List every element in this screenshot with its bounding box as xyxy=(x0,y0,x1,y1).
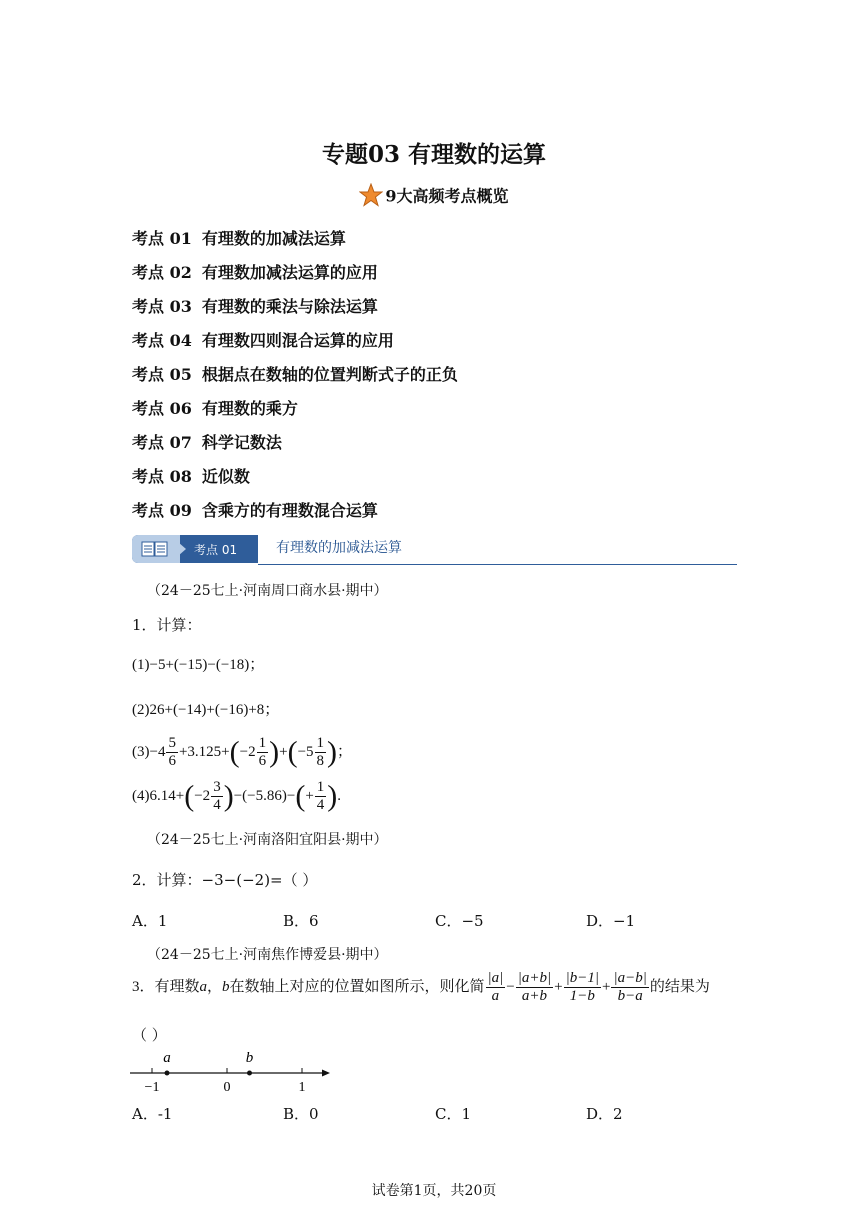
numerator: |a+b| xyxy=(517,970,552,986)
q1-part1-expr: −5+(−15)−(−18)； xyxy=(149,657,265,673)
q1-source: （24－25七上·河南周口商水县·期中） xyxy=(147,583,388,599)
fraction xyxy=(486,970,506,1005)
kaodian-item xyxy=(132,464,250,487)
q1-part3-term: −2 xyxy=(239,743,256,760)
paren: ) xyxy=(327,779,338,813)
q1-part3-label: (3) xyxy=(132,743,150,760)
operator: + xyxy=(601,978,611,995)
fraction xyxy=(564,970,601,1005)
q1-part3: (3)−4 $\frac{5}{6}$ +3.125+(−2 $\frac{1}{6}$ )+(−5 $\frac{1}{8}$ )； xyxy=(132,735,353,769)
q1-part4-label: (4) xyxy=(132,787,150,804)
kaodian-num: 考点 09 xyxy=(132,501,192,520)
var-b: b xyxy=(222,978,230,995)
denominator: 4 xyxy=(213,797,221,813)
q1-part3-term: −5 xyxy=(297,743,314,760)
kaodian-text: 有理数四则混合运算的应用 xyxy=(201,331,394,350)
denominator: 4 xyxy=(316,797,325,813)
denominator: a+b xyxy=(521,988,548,1004)
axis-point-b xyxy=(247,1071,252,1076)
fraction xyxy=(611,970,648,1005)
operator: + xyxy=(554,978,563,995)
paren: ( xyxy=(295,779,306,813)
q3-stem-text: 3．有理数 xyxy=(132,978,200,995)
q1-part3-end: ； xyxy=(337,743,353,760)
kaodian-text: 含乘方的有理数混合运算 xyxy=(201,501,378,520)
numerator: 5 xyxy=(168,735,176,751)
q2-source: （24－25七上·河南洛阳宜阳县·期中） xyxy=(147,832,388,848)
denominator: 6 xyxy=(258,753,267,769)
kaodian-num: 考点 06 xyxy=(132,399,192,418)
q2-option-c: C．−5 xyxy=(435,912,484,930)
kaodian-item xyxy=(132,226,346,249)
q1-part4-term: + xyxy=(305,787,314,804)
kaodian-text: 科学记数法 xyxy=(201,433,282,452)
operator: − xyxy=(506,978,515,995)
kaodian-item xyxy=(132,396,298,419)
q1-part3-term: +3.125+ xyxy=(178,743,230,760)
star-icon xyxy=(359,183,383,211)
q1-part4-term: 6.14+ xyxy=(149,787,185,804)
axis-point-label: a xyxy=(163,1050,171,1066)
axis-tick-label: 0 xyxy=(223,1080,231,1095)
q1-part4 xyxy=(132,779,341,814)
number-line xyxy=(125,1045,340,1095)
q1-part2 xyxy=(132,698,279,719)
fraction xyxy=(315,735,327,770)
q2-stem: 2．计算：−3−(−2)=（ ） xyxy=(132,871,318,889)
paren: ) xyxy=(223,779,234,813)
q3-option-d: D．2 xyxy=(586,1105,623,1123)
banner-rule xyxy=(258,564,737,565)
axis-point-a xyxy=(165,1071,170,1076)
paren: ( xyxy=(184,779,195,813)
fraction xyxy=(315,779,327,814)
kaodian-num: 考点 02 xyxy=(132,263,192,282)
q1-part1-label: (1) xyxy=(132,657,150,673)
axis-tick-label: 1 xyxy=(298,1080,306,1095)
numerator: |b−1| xyxy=(565,970,599,986)
axis-tick-label: −1 xyxy=(144,1080,160,1095)
page-footer: 试卷第1页，共20页 xyxy=(371,1183,497,1199)
kaodian-num: 考点 01 xyxy=(132,229,192,248)
kaodian-item xyxy=(132,328,394,351)
paren: ) xyxy=(327,735,338,769)
banner-tab-label: 考点 01 xyxy=(194,543,238,557)
fraction xyxy=(166,735,178,770)
q3-stem-text: 在数轴上对应的位置如图所示，则化简 xyxy=(229,978,485,995)
q2-option-d: D．−1 xyxy=(586,912,636,930)
q3-source: （24－25七上·河南焦作博爱县·期中） xyxy=(147,947,388,963)
q1-stem: 1．计算： xyxy=(132,616,202,634)
kaodian-item xyxy=(132,260,378,283)
paren: ( xyxy=(287,735,298,769)
page-title: 专题03 有理数的运算 xyxy=(321,141,546,168)
kaodian-text: 有理数的乘方 xyxy=(201,399,298,418)
q3-stem xyxy=(132,970,710,1005)
banner-tab xyxy=(132,535,258,563)
kaodian-item xyxy=(132,430,282,453)
axis-point-label: b xyxy=(245,1050,254,1066)
section-banner xyxy=(132,532,737,566)
fraction xyxy=(516,970,553,1005)
numerator: 1 xyxy=(316,779,325,795)
var-a: a xyxy=(199,978,208,995)
numerator: |a| xyxy=(487,970,504,986)
q1-part4-end: . xyxy=(337,787,342,804)
kaodian-num: 考点 05 xyxy=(132,365,192,384)
q1-part2-expr: 26+(−14)+(−16)+8； xyxy=(149,702,280,718)
denominator: a xyxy=(491,988,500,1004)
fraction xyxy=(211,779,223,814)
banner-heading: 有理数的加减法运算 xyxy=(276,540,402,556)
q3-stem-text: 的结果为 xyxy=(649,978,710,995)
q3-option-a: A．-1 xyxy=(132,1105,173,1123)
overview-heading xyxy=(0,183,868,211)
kaodian-item xyxy=(132,294,378,317)
kaodian-num: 考点 08 xyxy=(132,467,192,486)
paren: ) xyxy=(269,735,280,769)
numerator: 1 xyxy=(258,735,267,751)
q2-option-b: B．6 xyxy=(283,912,319,930)
numerator: 3 xyxy=(213,779,221,795)
denominator: b−a xyxy=(617,988,643,1004)
paren: ( xyxy=(229,735,240,769)
q1-part1 xyxy=(132,653,264,674)
kaodian-text: 有理数的乘法与除法运算 xyxy=(201,297,378,316)
kaodian-text: 根据点在数轴的位置判断式子的正负 xyxy=(201,365,458,384)
axis-arrow xyxy=(322,1070,330,1077)
kaodian-num: 考点 04 xyxy=(132,331,192,350)
numerator: |a−b| xyxy=(613,970,647,986)
book-icon xyxy=(141,541,169,561)
numerator: 1 xyxy=(316,735,325,751)
fraction xyxy=(257,735,269,770)
kaodian-item xyxy=(132,498,378,521)
kaodian-text: 有理数的加减法运算 xyxy=(201,229,346,248)
denominator: 1−b xyxy=(569,988,595,1004)
q3-stem-text: ， xyxy=(207,978,223,995)
q3-option-b: B．0 xyxy=(283,1105,319,1123)
denominator: 6 xyxy=(168,753,176,769)
q1-part3-term: −4 xyxy=(149,743,166,760)
q3-paren: （ ） xyxy=(132,1026,167,1044)
kaodian-num: 考点 03 xyxy=(132,297,192,316)
kaodian-num: 考点 07 xyxy=(132,433,192,452)
kaodian-item xyxy=(132,362,458,385)
q1-part4-term: −(−5.86)− xyxy=(233,787,296,804)
q1-part4-term: −2 xyxy=(194,787,211,804)
denominator: 8 xyxy=(316,753,325,769)
q2-option-a: A．1 xyxy=(132,912,168,930)
kaodian-text: 近似数 xyxy=(201,467,250,486)
q3-option-c: C．1 xyxy=(435,1105,472,1123)
kaodian-text: 有理数加减法运算的应用 xyxy=(201,263,378,282)
overview-text: 9大高频考点概览 xyxy=(385,186,509,206)
q1-part2-label: (2) xyxy=(132,702,150,718)
